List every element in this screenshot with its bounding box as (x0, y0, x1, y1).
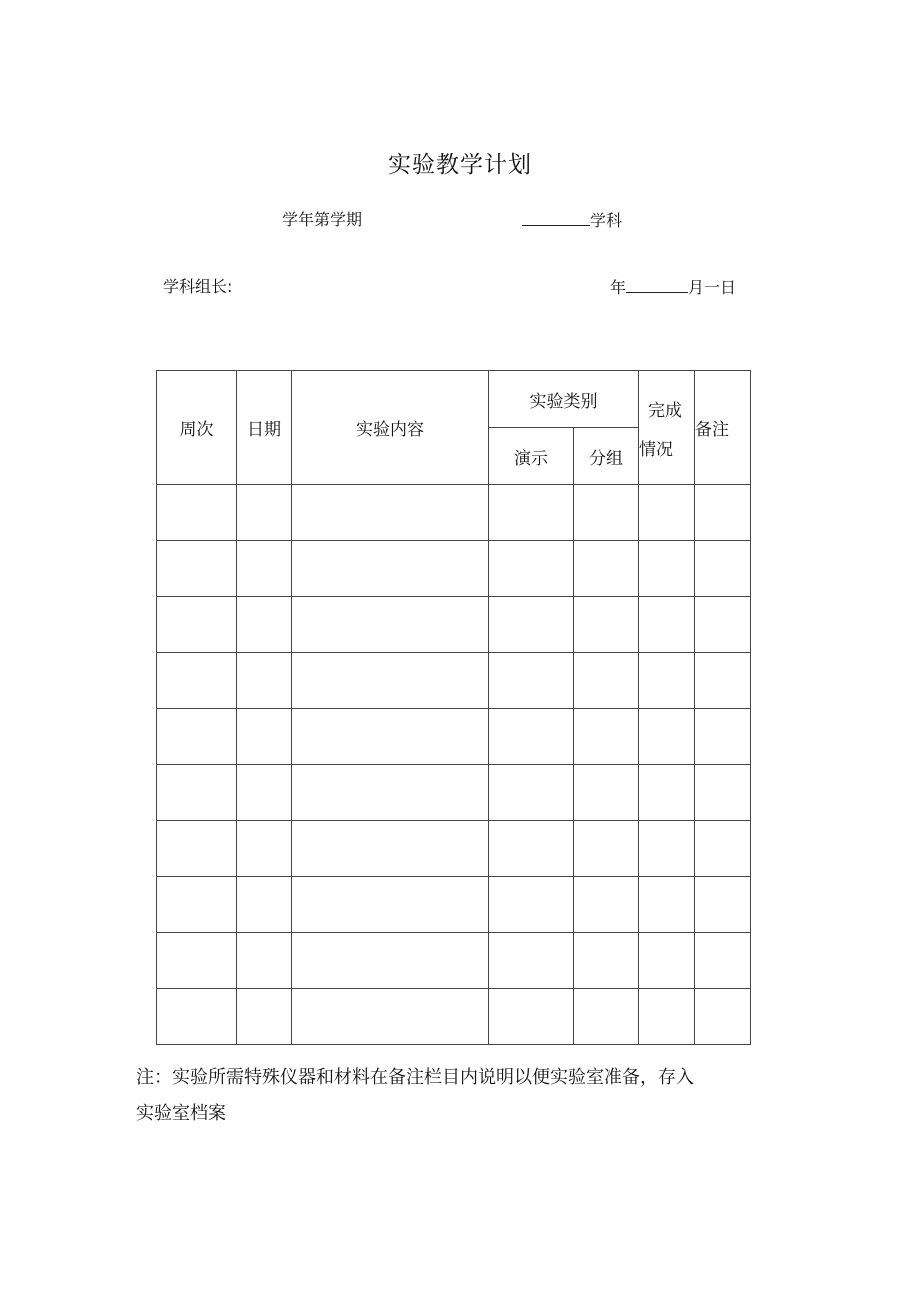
cell-date[interactable] (237, 765, 292, 821)
cell-content[interactable] (292, 765, 489, 821)
cell-completion[interactable] (639, 877, 695, 933)
cell-group[interactable] (574, 653, 639, 709)
header-remarks: 备注 (695, 371, 751, 485)
cell-remarks[interactable] (695, 597, 751, 653)
cell-date[interactable] (237, 597, 292, 653)
cell-content[interactable] (292, 541, 489, 597)
cell-remarks[interactable] (695, 933, 751, 989)
cell-date[interactable] (237, 877, 292, 933)
table-row (157, 485, 751, 541)
cell-completion[interactable] (639, 653, 695, 709)
footnote-line-1: 注：实验所需特殊仪器和材料在备注栏目内说明以便实验室准备，存入 (136, 1067, 694, 1088)
subject-field (522, 210, 622, 231)
cell-group[interactable] (574, 709, 639, 765)
cell-demo[interactable] (489, 989, 574, 1045)
cell-date[interactable] (237, 821, 292, 877)
cell-date[interactable] (237, 541, 292, 597)
cell-group[interactable] (574, 765, 639, 821)
cell-content[interactable] (292, 933, 489, 989)
table-row (157, 541, 751, 597)
cell-demo[interactable] (489, 821, 574, 877)
month-label: 月 (688, 278, 705, 297)
cell-content[interactable] (292, 821, 489, 877)
cell-completion[interactable] (639, 485, 695, 541)
cell-remarks[interactable] (695, 653, 751, 709)
cell-group[interactable] (574, 821, 639, 877)
cell-content[interactable] (292, 653, 489, 709)
cell-week[interactable] (157, 877, 237, 933)
cell-week[interactable] (157, 765, 237, 821)
cell-completion[interactable] (639, 989, 695, 1045)
header-group: 分组 (574, 428, 639, 485)
cell-week[interactable] (157, 933, 237, 989)
cell-content[interactable] (292, 877, 489, 933)
month-blank-line[interactable] (626, 277, 688, 293)
cell-group[interactable] (574, 989, 639, 1045)
cell-remarks[interactable] (695, 709, 751, 765)
cell-group[interactable] (574, 541, 639, 597)
cell-content[interactable] (292, 597, 489, 653)
cell-demo[interactable] (489, 541, 574, 597)
cell-remarks[interactable] (695, 541, 751, 597)
plan-table (156, 370, 751, 1045)
cell-remarks[interactable] (695, 485, 751, 541)
table-row (157, 597, 751, 653)
cell-date[interactable] (237, 653, 292, 709)
table-row (157, 653, 751, 709)
cell-week[interactable] (157, 989, 237, 1045)
cell-date[interactable] (237, 989, 292, 1045)
cell-demo[interactable] (489, 653, 574, 709)
header-completion-line1: 完成 (648, 400, 682, 421)
cell-content[interactable] (292, 709, 489, 765)
cell-content[interactable] (292, 485, 489, 541)
cell-week[interactable] (157, 709, 237, 765)
cell-completion[interactable] (639, 597, 695, 653)
cell-week[interactable] (157, 541, 237, 597)
cell-demo[interactable] (489, 709, 574, 765)
header-date: 日期 (237, 371, 292, 485)
cell-group[interactable] (574, 597, 639, 653)
cell-completion[interactable] (639, 541, 695, 597)
header-demo: 演示 (489, 428, 574, 485)
table-row (157, 877, 751, 933)
day-label: 日 (720, 278, 737, 297)
cell-remarks[interactable] (695, 821, 751, 877)
header-completion-line2: 情况 (639, 439, 673, 460)
cell-group[interactable] (574, 933, 639, 989)
header-completion (639, 371, 695, 485)
table-row (157, 989, 751, 1045)
table-row (157, 821, 751, 877)
cell-demo[interactable] (489, 485, 574, 541)
header-category: 实验类别 (489, 371, 639, 428)
year-label: 年 (610, 278, 627, 297)
date-dash: 一 (704, 278, 721, 297)
page-title: 实验教学计划 (388, 152, 532, 178)
cell-remarks[interactable] (695, 989, 751, 1045)
cell-demo[interactable] (489, 877, 574, 933)
cell-content[interactable] (292, 989, 489, 1045)
cell-remarks[interactable] (695, 765, 751, 821)
cell-week[interactable] (157, 597, 237, 653)
cell-week[interactable] (157, 653, 237, 709)
cell-demo[interactable] (489, 765, 574, 821)
header-week: 周次 (157, 371, 237, 485)
cell-week[interactable] (157, 485, 237, 541)
leader-label: 学科组长: (163, 277, 233, 296)
header-content: 实验内容 (292, 371, 489, 485)
plan-table-body (157, 485, 751, 1045)
footnote-line-2: 实验室档案 (136, 1103, 226, 1124)
cell-remarks[interactable] (695, 877, 751, 933)
cell-date[interactable] (237, 933, 292, 989)
footnote (136, 1060, 776, 1132)
cell-completion[interactable] (639, 765, 695, 821)
cell-week[interactable] (157, 821, 237, 877)
subject-blank-line[interactable] (522, 210, 590, 226)
subject-label: 学科 (590, 211, 623, 230)
table-row (157, 765, 751, 821)
term-label: 学年第学期 (282, 210, 363, 229)
cell-demo[interactable] (489, 597, 574, 653)
cell-group[interactable] (574, 877, 639, 933)
cell-group[interactable] (574, 485, 639, 541)
date-field (610, 277, 736, 298)
cell-completion[interactable] (639, 933, 695, 989)
cell-completion[interactable] (639, 709, 695, 765)
cell-completion[interactable] (639, 821, 695, 877)
cell-demo[interactable] (489, 933, 574, 989)
table-row (157, 933, 751, 989)
table-row (157, 709, 751, 765)
cell-date[interactable] (237, 709, 292, 765)
cell-date[interactable] (237, 485, 292, 541)
